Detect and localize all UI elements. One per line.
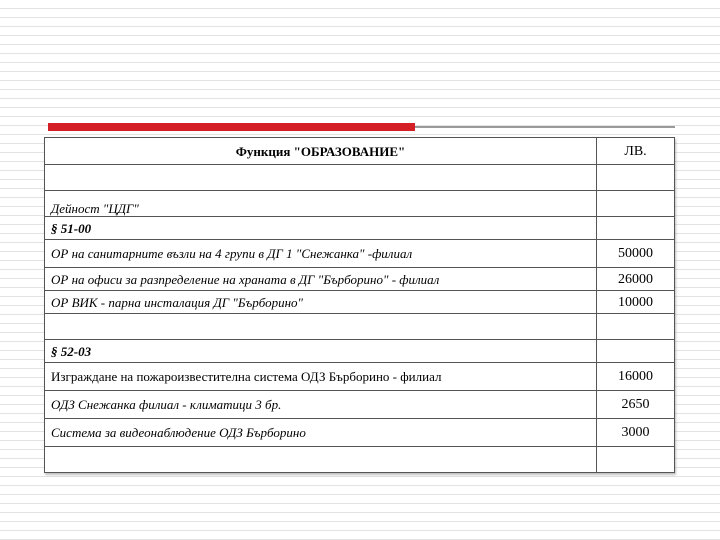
- row-label: [45, 165, 597, 191]
- row-label: [45, 447, 597, 473]
- table-row: [45, 314, 675, 340]
- currency-label: ЛВ.: [597, 138, 675, 165]
- title-accent-bar: [48, 123, 415, 131]
- table-row: [45, 363, 675, 391]
- row-value: [597, 165, 675, 191]
- row-value: [597, 447, 675, 473]
- section-code: § 52-03: [45, 340, 597, 363]
- row-value: 50000: [597, 240, 675, 268]
- row-value: [597, 191, 675, 217]
- table-row: [45, 191, 675, 217]
- row-label: [45, 314, 597, 340]
- table-row: [45, 391, 675, 419]
- row-value: 26000: [597, 268, 675, 291]
- section-code: § 51-00: [45, 217, 597, 240]
- activity-label: Дейност "ЦДГ": [45, 191, 597, 217]
- table-row: [45, 165, 675, 191]
- table-header-row: [45, 138, 675, 165]
- function-title: Функция "ОБРАЗОВАНИЕ": [45, 138, 597, 165]
- row-label: ОДЗ Снежанка филиал - климатици 3 бр.: [45, 391, 597, 419]
- row-value: 2650: [597, 391, 675, 419]
- table-row: [45, 240, 675, 268]
- row-label: ОР на санитарните възли на 4 групи в ДГ 1 "Снежанка" -филиал: [45, 240, 597, 268]
- row-label: Изграждане на пожароизвестителна система ОДЗ Бърборино - филиал: [45, 363, 597, 391]
- table-row: [45, 419, 675, 447]
- title-accent-rule: [415, 126, 675, 128]
- table-row: [45, 217, 675, 240]
- row-value: [597, 217, 675, 240]
- row-label: ОР ВИК - парна инсталация ДГ "Бърборино": [45, 291, 597, 314]
- budget-table: [44, 137, 675, 473]
- row-value: 10000: [597, 291, 675, 314]
- row-value: 16000: [597, 363, 675, 391]
- row-value: 3000: [597, 419, 675, 447]
- table-row: [45, 340, 675, 363]
- table-row: [45, 291, 675, 314]
- table-row: [45, 268, 675, 291]
- row-value: [597, 314, 675, 340]
- row-label: ОР на офиси за разпределение на храната в ДГ "Бърборино" - филиал: [45, 268, 597, 291]
- row-label: Система за видеонаблюдение ОДЗ Бърборино: [45, 419, 597, 447]
- row-value: [597, 340, 675, 363]
- table-row: [45, 447, 675, 473]
